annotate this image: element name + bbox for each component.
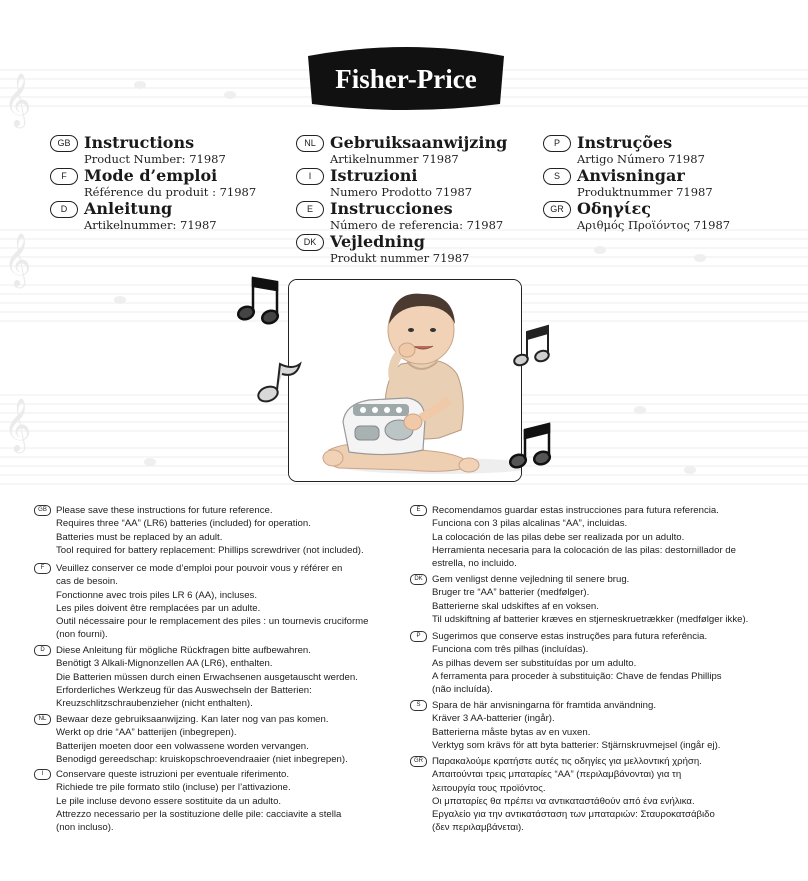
instruction-line: Herramienta necesaria para la colocación de las pilas: destornillador de [432,544,736,556]
lang-badge: GR [543,201,571,218]
lang-subtitle: Numero Prodotto 71987 [330,185,473,199]
svg-text:𝄞: 𝄞 [4,397,32,451]
instruction-line: Benodigd gereedschap: kruiskopschroevendraaier (niet inbegrepen). [56,753,348,765]
instruction-line: Bruger tre “AA” batterier (medfølger). [432,587,590,599]
lang-subtitle: Αριθμός Προϊόντος 71987 [577,218,731,232]
instruction-line: Verktyg som krävs för att byta batterier: Stjärnskruvmejsel (ingår ej). [432,739,721,751]
instruction-line: As pilhas devem ser substituídas por um adulto. [432,657,637,669]
instruction-line: Conservare queste istruzioni per eventuale riferimento. [56,769,290,780]
lang-title: Istruzioni [330,166,418,185]
lang-title: Vejledning [330,232,425,251]
lang-title: Instrucciones [330,199,453,218]
lang-badge: P [543,135,571,152]
lang-badge: DK [410,574,427,585]
product-photo [288,279,522,482]
lang-title: Instructions [84,133,195,152]
instruction-line: (não incluída). [432,684,493,696]
lang-title: Mode d’emploi [84,166,218,185]
lang-title: Anleitung [84,199,173,218]
instruction-line: Gem venligst denne vejledning til senere brug. [432,574,630,585]
lang-subtitle: Product Number: 71987 [84,152,226,166]
lang-badge: NL [296,135,324,152]
lang-badge: GB [34,505,51,516]
instruction-line: Fonctionne avec trois piles LR 6 (AA), incluses. [56,589,258,601]
lang-badge: P [410,631,427,642]
lang-badge: D [50,201,78,218]
lang-subtitle: Artikelnummer: 71987 [84,218,217,232]
instruction-line: Werkt op drie “AA” batterijen (inbegrepen). [56,727,237,739]
lang-title: Anvisningar [577,166,685,185]
lang-subtitle: Número de referencia: 71987 [330,218,504,232]
instruction-line: Recomendamos guardar estas instrucciones para futura referencia. [432,505,719,516]
lang-badge: I [34,769,51,780]
instruction-line: Batteries must be replaced by an adult. [56,531,223,543]
instruction-line: Richiede tre pile formato stilo (incluse) per l’attivazione. [56,782,291,794]
lang-title: Instruções [577,133,673,152]
lang-badge: GR [410,756,427,767]
instruction-line: (δεν περιλαμβάνεται). [432,822,524,834]
lang-subtitle: Produkt nummer 71987 [330,251,470,265]
instruction-line: Veuillez conserver ce mode d’emploi pour pouvoir vous y référer en [56,563,343,574]
music-note-icon [512,322,552,370]
instruction-line: Spara de här anvisningarna för framtida användning. [432,700,656,711]
instruction-line: Les piles doivent être remplacées par un adulte. [56,602,261,614]
svg-text:𝄞: 𝄞 [4,232,32,286]
instruction-line: estrella, no incluido. [432,558,517,570]
lang-badge: NL [34,714,51,725]
instruction-line: Batterierna måste bytas av en vuxen. [432,726,591,738]
instruction-line: (non incluso). [56,822,114,834]
instruction-line: Tool required for battery replacement: Phillips screwdriver (not included). [56,544,364,556]
instruction-line: Funciona con 3 pilas alcalinas “AA”, incluidas. [432,518,628,530]
lang-badge: S [410,700,427,711]
instruction-line: λειτουργία τους προϊόντος. [432,782,546,794]
instruction-line: Benötigt 3 Alkali-Mignonzellen AA (LR6), enthalten. [56,658,273,670]
lang-subtitle: Artigo Número 71987 [577,152,705,166]
music-note-icon [256,360,304,406]
lang-badge: D [34,645,51,656]
lang-title: Gebruiksaanwijzing [330,133,508,152]
instruction-line: Batterierne skal udskiftes af en voksen. [432,600,599,612]
lang-badge: DK [296,234,324,251]
instruction-line: Απαιτούνται τρεις μπαταρίες “AA” (περιλαμβάνονται) για τη [432,769,682,781]
instruction-line: Kräver 3 AA-batterier (ingår). [432,713,555,725]
lang-subtitle: Produktnummer 71987 [577,185,713,199]
instruction-line: (non fourni). [56,629,108,641]
instruction-line: Diese Anleitung für mögliche Rückfragen bitte aufbewahren. [56,645,311,656]
svg-text:Fisher-Price: Fisher-Price [335,64,477,94]
fisher-price-logo [304,46,508,112]
instruction-line: Til udskiftning af batterier kræves en stjerneskruetrækker (medfølger ikke). [432,613,749,625]
lang-badge: GB [50,135,78,152]
music-note-icon [508,418,554,472]
svg-text:𝄞: 𝄞 [4,72,32,126]
instruction-line: Sugerimos que conserve estas instruções para futura referência. [432,631,708,642]
instruction-line: Batterijen moeten door een volwassene worden vervangen. [56,740,309,752]
instruction-line: Attrezzo necessario per la sostituzione delle pile: cacciavite a stella [56,808,342,820]
lang-subtitle: Artikelnummer 71987 [330,152,459,166]
instruction-line: Please save these instructions for future reference. [56,505,273,516]
instruction-line: cas de besoin. [56,576,118,588]
lang-badge: S [543,168,571,185]
instruction-line: Erforderliches Werkzeug für das Auswechseln der Batterien: [56,684,312,696]
lang-badge: E [296,201,324,218]
lang-badge: E [410,505,427,516]
instruction-line: Funciona com três pilhas (incluídas). [432,644,589,656]
instruction-line: La colocación de las pilas debe ser realizada por un adulto. [432,531,685,543]
instruction-line: Εργαλείο για την αντικατάσταση των μπαταριών: Σταυροκατσάβιδο [432,809,715,821]
instruction-line: Die Batterien müssen durch einen Erwachsenen ausgetauscht werden. [56,671,358,683]
instruction-line: Παρακαλούμε κρατήστε αυτές τις οδηγίες για μελλοντική χρήση. [432,756,702,767]
lang-badge: F [50,168,78,185]
instruction-line: Bewaar deze gebruiksaanwijzing. Kan later nog van pas komen. [56,714,329,725]
instruction-line: A ferramenta para proceder à substituição: Chave de fendas Phillips [432,670,722,682]
lang-badge: F [34,563,51,574]
baby-with-toy-image [289,280,521,481]
music-note-icon [236,270,282,326]
lang-badge: I [296,168,324,185]
instruction-line: Requires three “AA” (LR6) batteries (included) for operation. [56,518,311,530]
instruction-line: Οι μπαταρίες θα πρέπει να αντικαταστάθούν από ένα ενήλικα. [432,795,695,807]
instruction-line: Outil nécessaire pour le remplacement des piles : un tournevis cruciforme [56,616,369,628]
lang-title: Οδηγίες [577,199,652,218]
instruction-line: Kreuzschlitzschraubenzieher (nicht enthalten). [56,698,253,710]
instruction-line: Le pile incluse devono essere sostituite da un adulto. [56,795,282,807]
lang-subtitle: Référence du produit : 71987 [84,185,257,199]
